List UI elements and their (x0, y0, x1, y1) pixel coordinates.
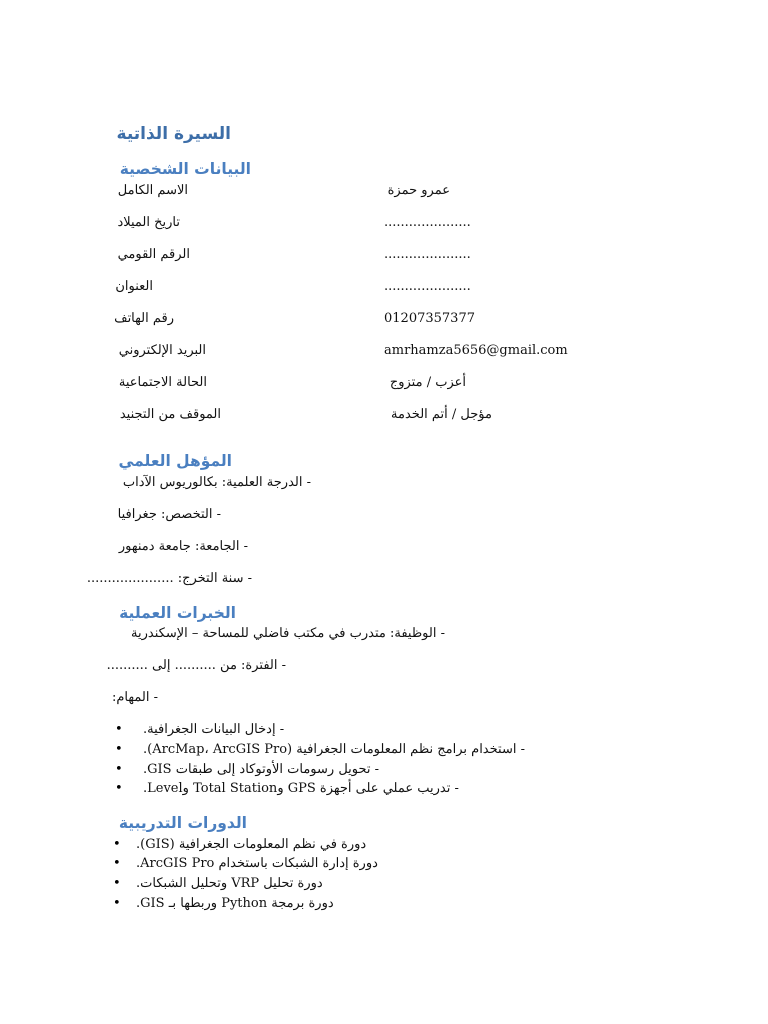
document-title: السيرة الذاتية (116, 124, 231, 144)
label-marital-status: الحالة الاجتماعية (118, 375, 207, 390)
value-full-name: عمرو حمزة (387, 183, 450, 198)
value-address: ..................... (384, 279, 471, 294)
bullet-icon: • (113, 876, 121, 891)
bullet-icon: • (115, 781, 123, 796)
course-item: دورة إدارة الشبكات باستخدام ArcGIS Pro. (136, 856, 378, 871)
label-full-name: الاسم الكامل (117, 183, 188, 198)
task-item: - تدريب عملي على أجهزة GPS وTotal Station وLevel. (143, 781, 459, 796)
education-degree: - الدرجة العلمية: بكالوريوس الآداب (122, 475, 311, 490)
value-marital-status: أعزب / متزوج (389, 375, 466, 390)
task-item: - استخدام برامج نظم المعلومات الجغرافية (ArcMap، ArcGIS Pro). (143, 742, 525, 757)
bullet-icon: • (115, 742, 123, 757)
label-email: البريد الإلكتروني (118, 343, 206, 358)
label-phone: رقم الهاتف (114, 311, 174, 326)
value-national-id: ..................... (384, 247, 471, 262)
task-item: - إدخال البيانات الجغرافية. (143, 722, 285, 737)
label-address: العنوان (115, 279, 153, 294)
education-heading: المؤهل العلمي (118, 452, 232, 470)
value-email: amrhamza5656@gmail.com (384, 343, 568, 358)
label-national-id: الرقم القومي (117, 247, 190, 262)
value-birth-date: ..................... (384, 215, 471, 230)
experience-heading: الخبرات العملية (119, 604, 236, 622)
label-birth-date: تاريخ الميلاد (117, 215, 180, 230)
task-item: - تحويل رسومات الأوتوكاد إلى طبقات GIS. (143, 762, 380, 777)
label-military-status: الموقف من التجنيد (119, 407, 221, 422)
value-military-status: مؤجل / أتم الخدمة (391, 407, 492, 422)
course-item: دورة في نظم المعلومات الجغرافية (GIS). (136, 837, 367, 852)
bullet-icon: • (115, 722, 123, 737)
education-university: - الجامعة: جامعة دمنهور (118, 539, 248, 554)
courses-heading: الدورات التدريبية (118, 814, 247, 832)
education-graduation-year: - سنة التخرج: ..................... (86, 571, 252, 586)
experience-period: - الفترة: من .......... إلى .......... (106, 658, 286, 673)
value-phone: 01207357377 (384, 311, 475, 326)
bullet-icon: • (113, 856, 121, 871)
bullet-icon: • (113, 837, 121, 852)
experience-job: - الوظيفة: متدرب في مكتب فاضلي للمساحة – الإسكندرية (131, 626, 445, 641)
course-item: دورة برمجة Python وربطها بـ GIS. (136, 896, 334, 911)
course-item: دورة تحليل VRP وتحليل الشبكات. (136, 876, 323, 891)
personal-heading: البيانات الشخصية (119, 160, 251, 178)
bullet-icon: • (115, 762, 123, 777)
experience-tasks-label: - المهام: (112, 690, 158, 705)
bullet-icon: • (113, 896, 121, 911)
education-major: - التخصص: جغرافيا (117, 507, 221, 522)
